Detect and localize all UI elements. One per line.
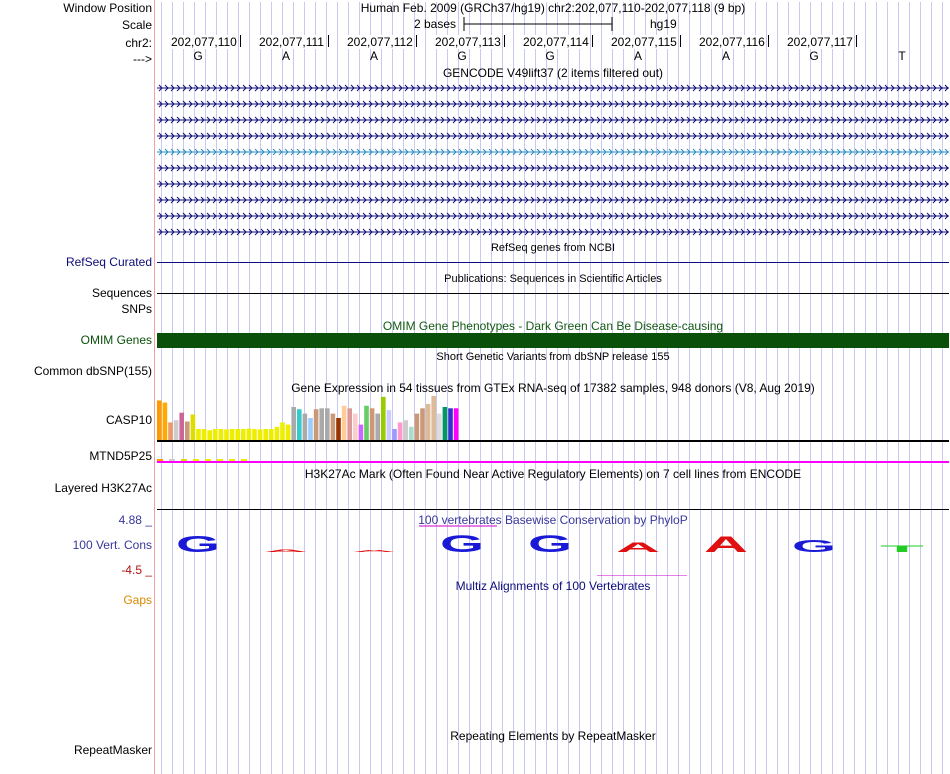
h3k27ac-baseline [157,509,949,510]
gtex-tissue-bar[interactable] [219,429,224,440]
gtex-tissue-bar[interactable] [431,396,436,440]
label-snps[interactable]: SNPs [121,302,152,316]
omim-track-title[interactable]: OMIM Gene Phenotypes - Dark Green Can Be Disease-causing [382,319,724,333]
gtex-tissue-bar[interactable] [291,407,296,440]
conservation-letter: T [879,543,926,555]
scale-text: 2 bases [414,17,457,31]
gtex-track-title[interactable]: Gene Expression in 54 tissues from GTEx RNA-seq of 17382 samples, 948 donors (V8, Aug 2019) [291,381,815,395]
ruler-tick [856,35,857,47]
conservation-letter: G [792,537,836,557]
ruler-tick [328,35,329,47]
ruler-label: 202,077,111 [259,35,324,49]
scale-assembly: hg19 [650,17,677,31]
repeatmasker-track-title[interactable]: Repeating Elements by RepeatMasker [450,729,656,743]
omim-phenotype-bar[interactable] [157,333,949,348]
gtex-tissue-bar[interactable] [247,429,252,440]
gtex-tissue-bar[interactable] [403,420,408,440]
transcript-line[interactable] [157,208,949,224]
cons-min-label: -4.5 _ [121,563,152,577]
ruler-tick [504,35,505,47]
label-repeatmasker[interactable]: RepeatMasker [73,743,152,757]
conservation-letter: G [176,531,220,558]
label-window-position: Window Position [63,1,152,15]
gtex-tissue-bar[interactable] [392,429,397,440]
mtnd5p25-bar [169,459,175,461]
gtex-tissue-bar[interactable] [163,403,168,440]
gtex-tissue-bar[interactable] [157,400,162,440]
gtex-tissue-bar[interactable] [196,429,201,440]
gtex-tissue-bar[interactable] [258,429,263,440]
ruler-tick [592,35,593,47]
gencode-transcript[interactable] [0,224,950,240]
gtex-tissue-bar[interactable] [409,427,414,440]
gtex-tissue-bar[interactable] [202,429,207,440]
reference-base: A [369,49,378,63]
gtex-tissue-bar[interactable] [448,408,453,440]
gencode-transcript[interactable] [0,144,950,160]
gtex-tissue-bar[interactable] [375,414,380,440]
mtnd5p25-bar [217,459,223,461]
gencode-transcript[interactable] [0,96,950,112]
gtex-bar-chart[interactable] [157,395,949,465]
mtnd5p25-bar [157,459,163,461]
transcript-line[interactable] [157,128,949,144]
gtex-tissue-bar[interactable] [336,418,341,440]
gencode-transcript[interactable] [0,208,950,224]
publications-line[interactable] [157,293,949,294]
dbsnp-track-title[interactable]: Short Genetic Variants from dbSNP release 155 [436,351,670,363]
gtex-tissue-bar[interactable] [437,414,442,440]
ruler-label: 202,077,115 [611,35,677,49]
gtex-tissue-bar[interactable] [308,418,313,440]
gtex-tissue-bar[interactable] [230,429,235,440]
label-scale: Scale [121,18,152,32]
gtex-tissue-bar[interactable] [381,397,386,440]
ruler-label: 202,077,112 [347,35,413,49]
gtex-tissue-bar[interactable] [415,414,420,440]
gtex-tissue-bar[interactable] [331,414,336,440]
gencode-track-title[interactable]: GENCODE V49lift37 (2 items filtered out) [442,66,664,80]
label-chr: chr2: [125,36,152,50]
transcript-line[interactable] [157,80,949,96]
transcript-line[interactable] [157,144,949,160]
transcript-line[interactable] [157,176,949,192]
gtex-tissue-bar[interactable] [213,429,218,440]
refseq-track-title[interactable]: RefSeq genes from NCBI [490,242,616,254]
mtnd5p25-bar [241,459,247,461]
label-common-dbsnp[interactable]: Common dbSNP(155) [33,364,152,378]
gtex-tissue-bar[interactable] [191,415,196,441]
gtex-tissue-bar[interactable] [353,414,358,440]
label-gtex-gene[interactable]: CASP10 [105,413,152,427]
gtex-tissue-bar[interactable] [364,406,369,440]
gtex-tissue-bar[interactable] [398,422,403,440]
gtex-tissue-bar[interactable] [420,408,425,440]
ruler-tick [768,35,769,47]
transcript-line[interactable] [157,160,949,176]
gencode-transcript[interactable] [0,128,950,144]
ruler-label: 202,077,117 [787,35,853,49]
transcript-line[interactable] [157,112,949,128]
ruler-label: 202,077,114 [523,35,589,49]
conservation-letter: A [264,548,308,553]
gtex-tissue-bar[interactable] [426,404,431,440]
ruler-label: 202,077,116 [699,35,765,49]
mtnd5p25-bar [181,459,187,461]
label-omim-genes[interactable]: OMIM Genes [80,333,152,347]
gtex-tissue-bar[interactable] [224,429,229,440]
gtex-tissue-bar[interactable] [319,408,324,440]
publications-track-title[interactable]: Publications: Sequences in Scientific Articles [444,273,662,285]
conservation-letter: G [528,529,572,558]
gtex-tissue-bar[interactable] [280,422,285,440]
gtex-tissue-bar[interactable] [303,414,308,440]
gtex-tissue-bar[interactable] [179,413,184,440]
label-layered-h3k27ac[interactable]: Layered H3K27Ac [54,481,152,495]
reference-base: G [457,49,467,63]
conservation-letter: G [440,529,484,558]
label-refseq-curated[interactable]: RefSeq Curated [65,255,152,269]
ruler-tick [680,35,681,47]
gtex-tissue-bar[interactable] [370,408,375,440]
gtex-tissue-bar[interactable] [359,425,364,440]
reference-base: G [809,49,819,63]
gencode-transcript[interactable] [0,176,950,192]
scale-bar [462,16,614,32]
gtex-tissue-bar[interactable] [387,410,392,440]
gtex-tissue-bar[interactable] [314,409,319,440]
gtex-tissue-bar[interactable] [286,425,291,440]
gtex-tissue-bar[interactable] [168,422,173,440]
gencode-transcript[interactable] [0,192,950,208]
label-100-vert-cons[interactable]: 100 Vert. Cons [72,538,152,552]
mtnd5p25-bar [229,459,235,461]
cons-max-label: 4.88 _ [118,513,152,527]
label-gaps[interactable]: Gaps [123,593,152,607]
position-title: Human Feb. 2009 (GRCh37/hg19) chr2:202,077,110-202,077,118 (9 bp) [360,1,746,15]
gtex-tissue-bar[interactable] [347,408,352,440]
reference-base: G [545,49,555,63]
transcript-line[interactable] [157,96,949,112]
gtex-tissue-bar[interactable] [252,429,257,440]
gtex-tissue-bar[interactable] [269,429,274,440]
refseq-line[interactable] [157,262,949,263]
gtex-tissue-bar[interactable] [241,429,246,440]
conservation-letter: A [616,539,661,556]
conservation-letter: A [704,531,748,558]
gtex-tissue-bar[interactable] [275,427,280,440]
reference-base: A [281,49,290,63]
reference-base: T [898,49,906,63]
ruler-label: 202,077,113 [435,35,501,49]
ruler-tick [240,35,241,47]
ruler-tick [416,35,417,47]
gtex-tissue-bar[interactable] [454,408,459,440]
conservation-logo[interactable] [157,512,949,576]
reference-base: A [633,49,642,63]
gtex-tissue-bar[interactable] [325,408,330,440]
gtex-tissue-bar[interactable] [207,430,212,440]
multiz-track-title[interactable]: Multiz Alignments of 100 Vertebrates [455,579,651,593]
gtex-tissue-bar[interactable] [235,429,240,440]
ruler-label: 202,077,110 [171,35,237,49]
transcript-line[interactable] [157,224,949,240]
gencode-transcript[interactable] [0,160,950,176]
transcript-line[interactable] [157,192,949,208]
gtex-tissue-bar[interactable] [297,409,302,440]
reference-base: A [721,49,730,63]
label-sequences[interactable]: Sequences [91,286,152,300]
gtex-tissue-bar[interactable] [185,422,190,441]
conservation-letter: A [352,549,397,553]
gtex-tissue-bar[interactable] [174,420,179,440]
label-strand-arrow: ---> [133,52,152,66]
gtex-tissue-bar[interactable] [443,407,448,440]
reference-base: G [193,49,203,63]
mtnd5p25-bar [205,459,211,461]
label-mtnd5p25[interactable]: MTND5P25 [89,449,152,463]
gencode-transcript[interactable] [0,80,950,96]
mtnd5p25-bar [193,459,199,461]
gencode-transcript[interactable] [0,112,950,128]
gtex-tissue-bar[interactable] [342,406,347,440]
phylop-track-title[interactable]: 100 vertebrates Basewise Conservation by PhyloP [418,513,688,527]
gtex-tissue-bar[interactable] [263,429,268,440]
h3k27ac-track-title[interactable]: H3K27Ac Mark (Often Found Near Active Regulatory Elements) on 7 cell lines from ENCODE [304,467,802,481]
